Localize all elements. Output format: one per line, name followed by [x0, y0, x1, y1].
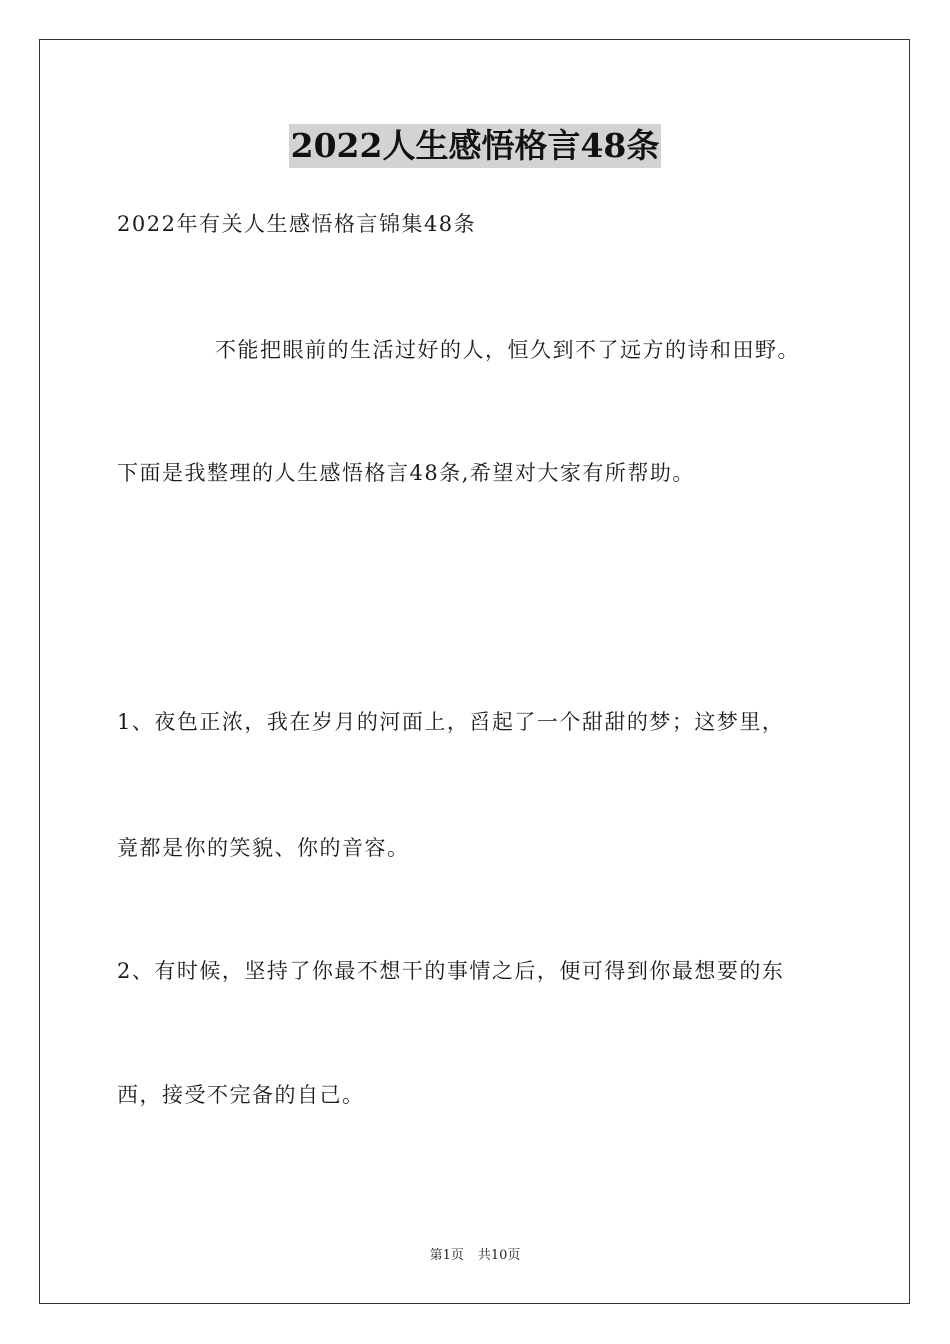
- page-footer: [0, 1247, 950, 1265]
- document-subtitle: 2022年有关人生感悟格言锦集48条: [117, 212, 477, 236]
- page-number-total: 共10页: [477, 1248, 521, 1263]
- list-item-2-line-2: 西，接受不完备的自己。: [117, 1083, 365, 1107]
- list-item-2-line-1: 2、有时候，坚持了你最不想干的事情之后，便可得到你最想要的东: [117, 959, 785, 983]
- document-title: 2022人生感悟格言48条: [289, 124, 662, 168]
- opening-quote: 不能把眼前的生活过好的人，恒久到不了远方的诗和田野。: [215, 338, 800, 362]
- list-item-1-line-1: 1、夜色正浓，我在岁月的河面上，舀起了一个甜甜的梦；这梦里，: [117, 710, 785, 734]
- title-container: [0, 124, 950, 168]
- list-item-1-line-2: 竟都是你的笑貌、你的音容。: [117, 836, 410, 860]
- page-number-current: 第1页: [429, 1248, 464, 1263]
- intro-paragraph: 下面是我整理的人生感悟格言48条,希望对大家有所帮助。: [117, 461, 695, 485]
